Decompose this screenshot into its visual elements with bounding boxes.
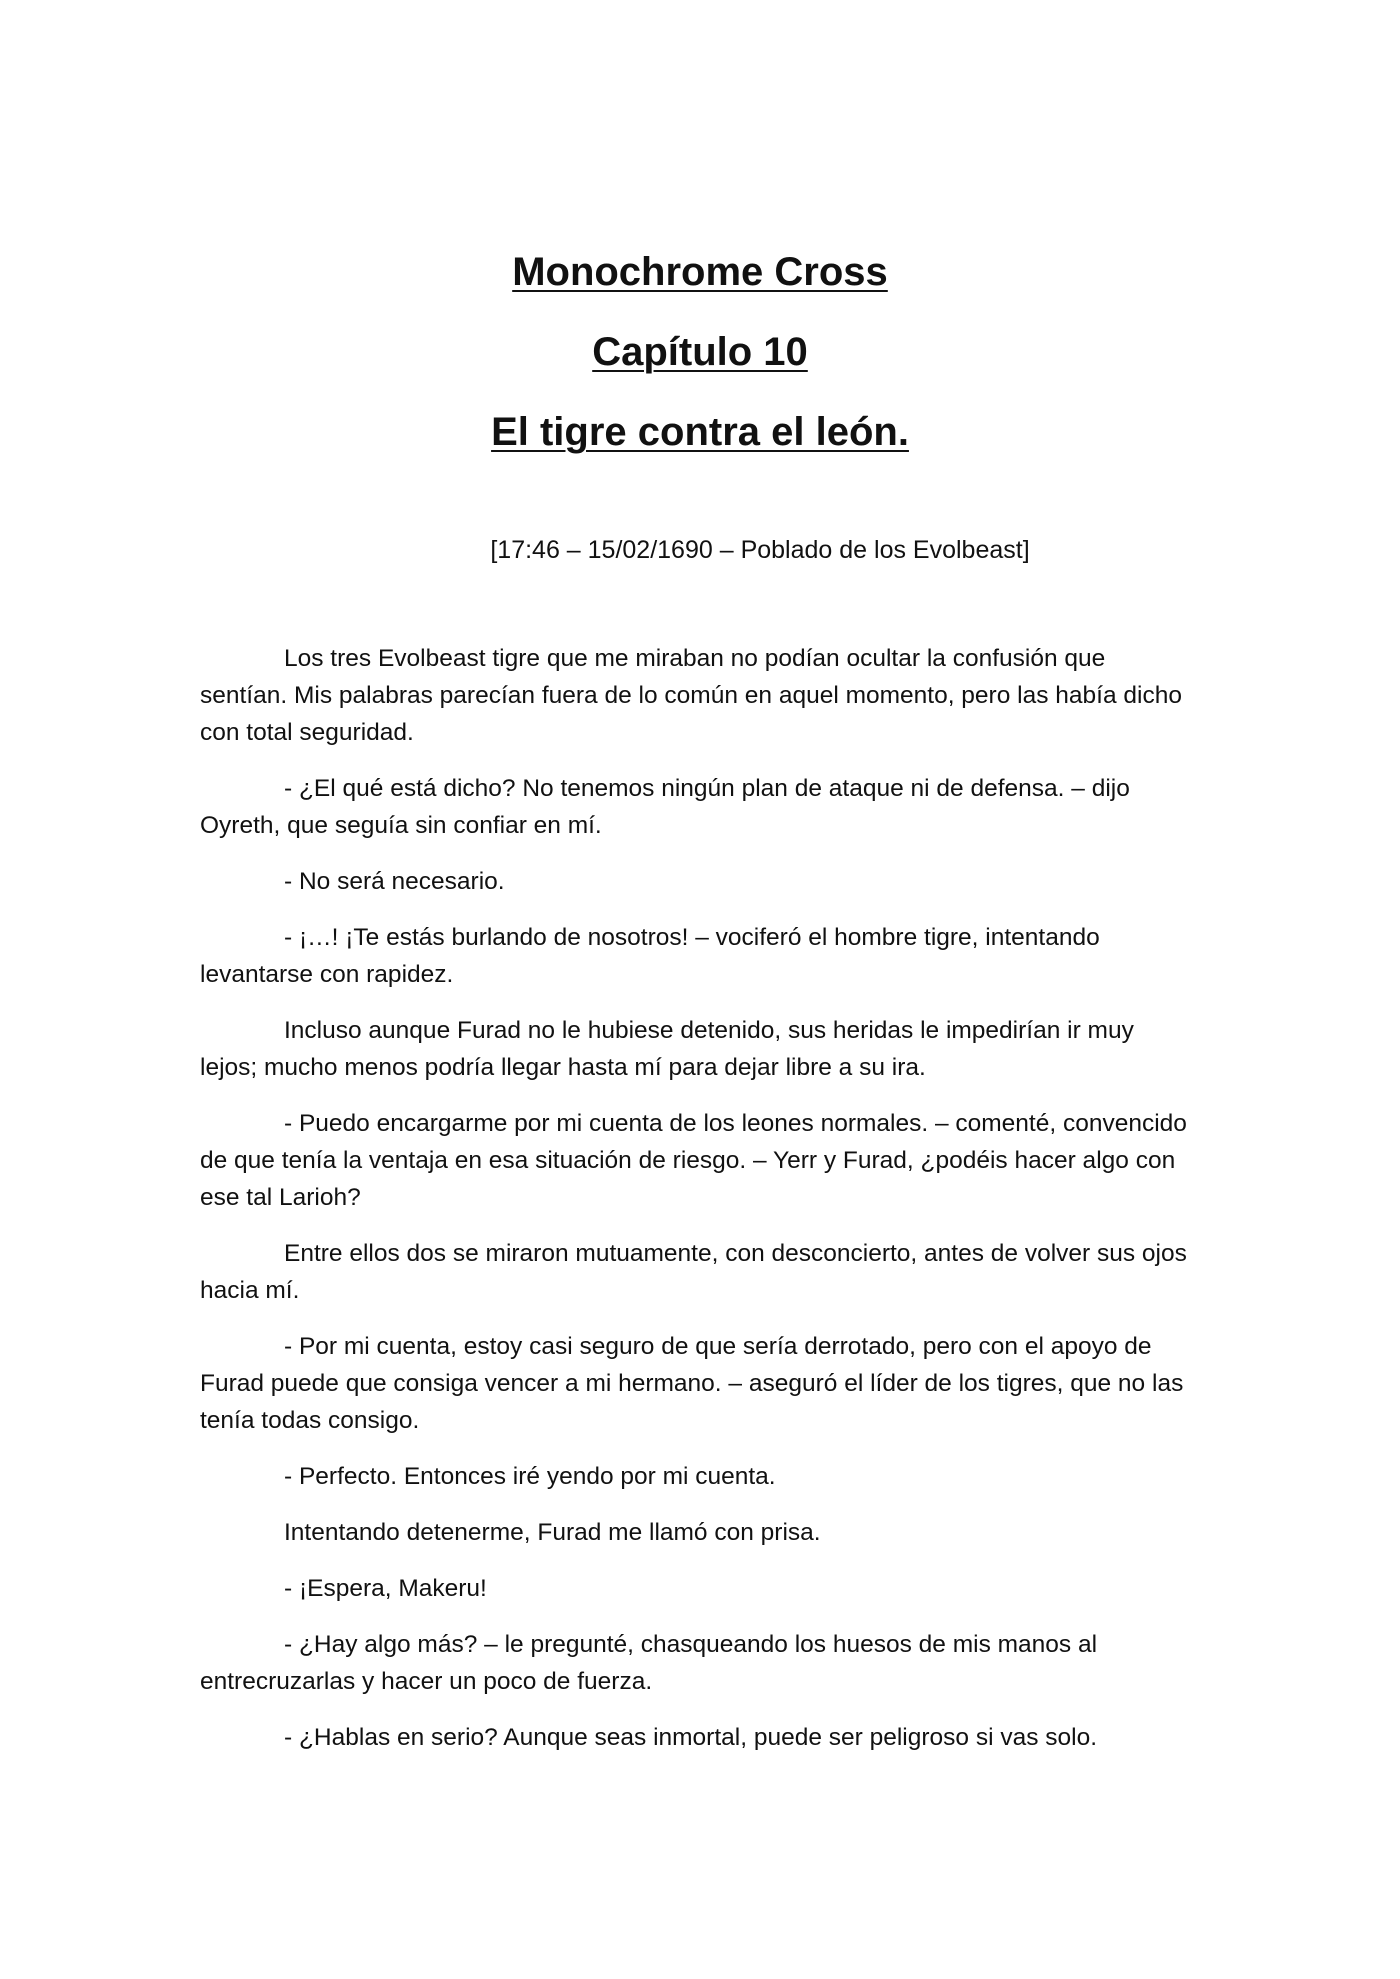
paragraph: - ¿Hablas en serio? Aunque seas inmortal, puede ser peligroso si vas solo. <box>284 1724 1098 1751</box>
title-block <box>0 232 1400 472</box>
paragraph: - ¿El qué está dicho? No tenemos ningún plan de ataque ni de defensa. – dijo Oyreth, que seguía sin confiar en mí. <box>200 775 1130 839</box>
chapter-title: El tigre contra el león. <box>491 410 909 454</box>
book-title: Monochrome Cross <box>512 250 888 294</box>
paragraph: - Por mi cuenta, estoy casi seguro de que sería derrotado, pero con el apoyo de Furad puede que consiga vencer a mi hermano. – aseguró el líder de los tigres, que no las tenía todas consigo. <box>200 1333 1184 1434</box>
paragraph: - Puedo encargarme por mi cuenta de los leones normales. – comenté, convencido de que tenía la ventaja en esa situación de riesgo. – Yerr y Furad, ¿podéis hacer algo con ese tal Larioh? <box>200 1110 1187 1211</box>
paragraph: - No será necesario. <box>284 868 505 895</box>
chapter-body <box>200 640 1195 1775</box>
paragraph: Incluso aunque Furad no le hubiese detenido, sus heridas le impedirían ir muy lejos; mucho menos podría llegar hasta mí para dejar libre a su ira. <box>200 1017 1134 1081</box>
chapter-number: Capítulo 10 <box>592 330 808 374</box>
paragraph: Los tres Evolbeast tigre que me miraban no podían ocultar la confusión que sentían. Mis palabras parecían fuera de lo común en aquel momento, pero las había dicho con total seguridad. <box>200 645 1182 746</box>
paragraph: - ¡Espera, Makeru! <box>284 1575 487 1602</box>
paragraph: Entre ellos dos se miraron mutuamente, con desconcierto, antes de volver sus ojos hacia mí. <box>200 1240 1187 1304</box>
paragraph: - Perfecto. Entonces iré yendo por mi cuenta. <box>284 1463 776 1490</box>
paragraph: - ¿Hay algo más? – le pregunté, chasqueando los huesos de mis manos al entrecruzarlas y hacer un poco de fuerza. <box>200 1631 1098 1695</box>
paragraph: - ¡…! ¡Te estás burlando de nosotros! – vociferó el hombre tigre, intentando levantarse con rapidez. <box>200 924 1100 988</box>
paragraph: Intentando detenerme, Furad me llamó con prisa. <box>284 1519 821 1546</box>
scene-header: [17:46 – 15/02/1690 – Poblado de los Evolbeast] <box>490 536 1030 564</box>
